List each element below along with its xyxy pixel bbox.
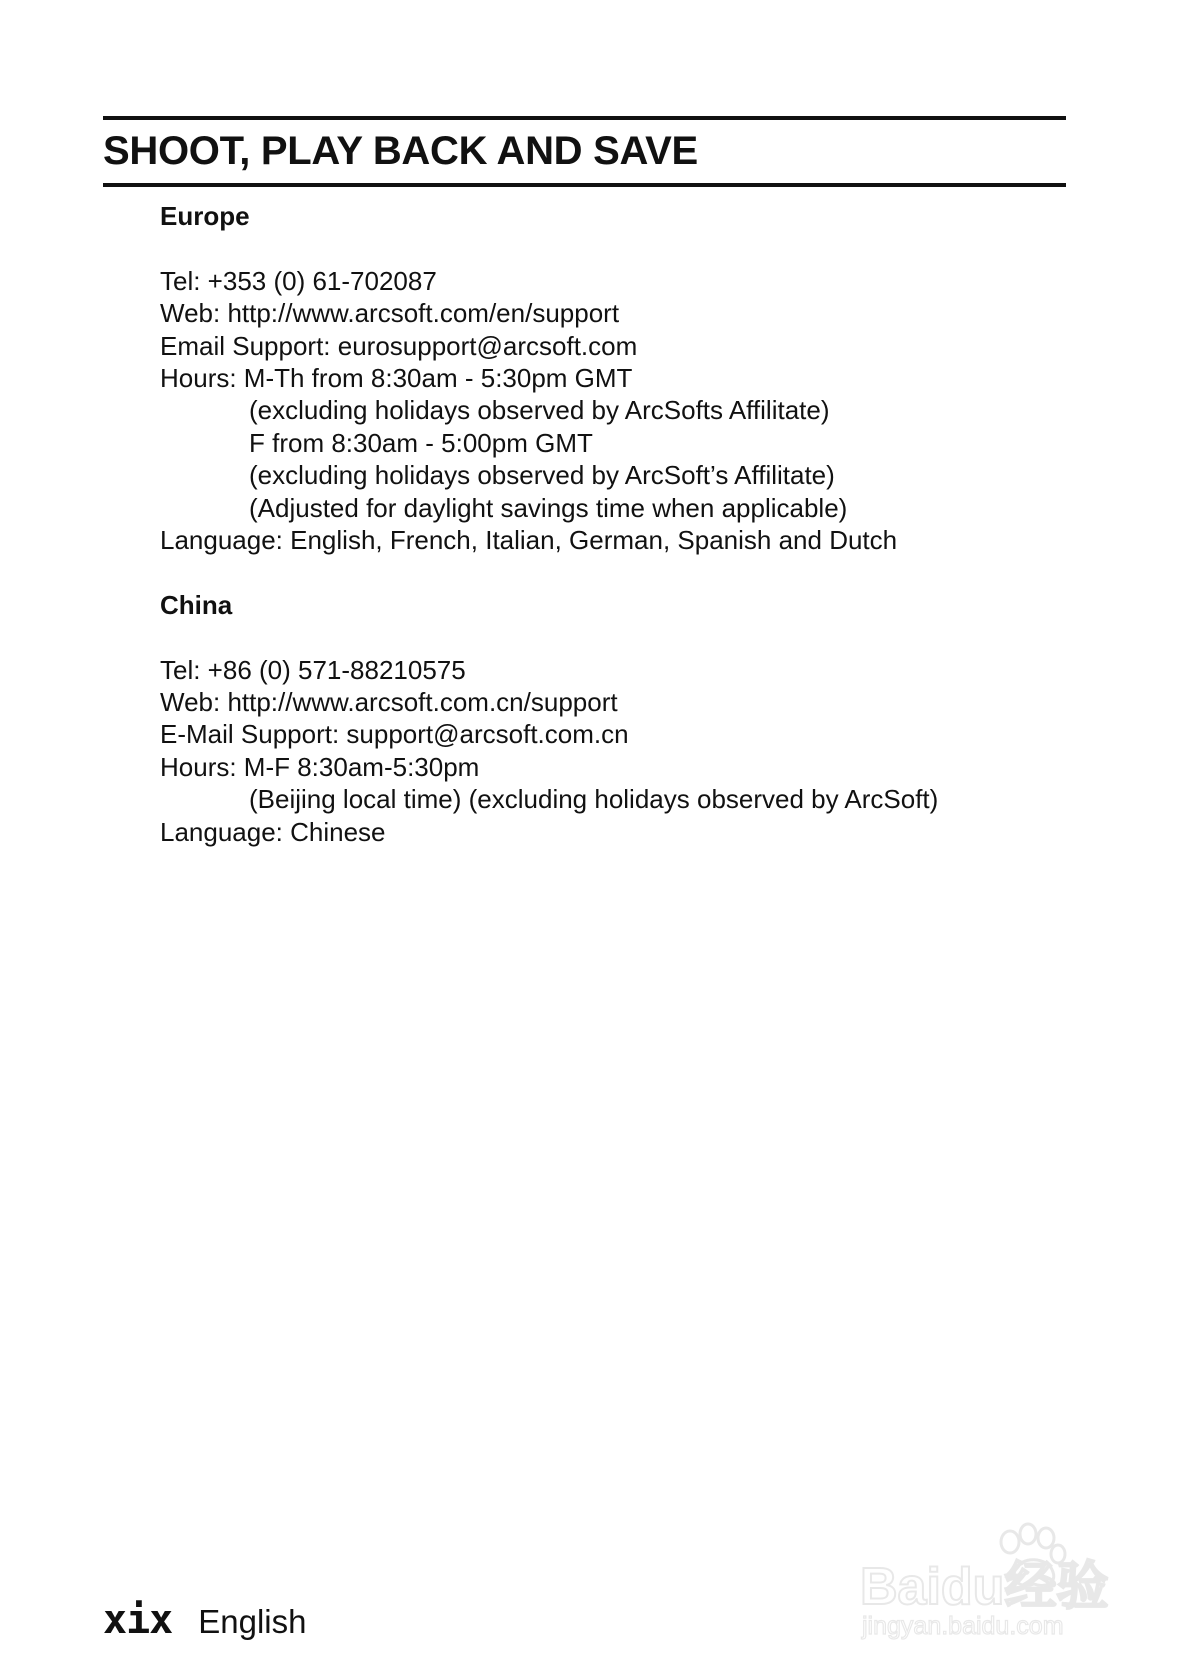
section-spacer xyxy=(160,556,1060,588)
europe-hours-note-2: (excluding holidays observed by ArcSoft’s Affilitate) xyxy=(249,460,835,491)
baidu-watermark-logo xyxy=(850,1520,1140,1640)
page-number: xix xyxy=(103,1597,173,1643)
europe-hours-friday: F from 8:30am - 5:00pm GMT xyxy=(249,427,593,458)
watermark-url: jingyan.baidu.com xyxy=(862,1612,1064,1640)
header-rule-bottom xyxy=(103,183,1066,187)
china-tel: Tel: +86 (0) 571-88210575 xyxy=(160,654,466,685)
spacer xyxy=(160,621,1060,653)
china-hours: Hours: M-F 8:30am-5:30pm xyxy=(160,751,480,782)
china-hours-note: (Beijing local time) (excluding holidays observed by ArcSoft) xyxy=(249,784,939,815)
spacer xyxy=(160,232,1060,264)
europe-language: Language: English, French, Italian, German, Spanish and Dutch xyxy=(160,525,898,556)
europe-hours-note-1: (excluding holidays observed by ArcSofts Affilitate) xyxy=(249,395,830,426)
watermark-brand: Baidu经验 xyxy=(860,1558,1109,1616)
europe-email: Email Support: eurosupport@arcsoft.com xyxy=(160,330,638,361)
europe-web: Web: http://www.arcsoft.com/en/support xyxy=(160,298,620,329)
china-heading: China xyxy=(160,589,233,620)
europe-hours: Hours: M-Th from 8:30am - 5:30pm GMT xyxy=(160,363,633,393)
europe-tel: Tel: +353 (0) 61-702087 xyxy=(160,265,437,296)
china-email: E-Mail Support: support@arcsoft.com.cn xyxy=(160,719,629,750)
footer-language: English xyxy=(198,1603,307,1640)
europe-heading: Europe xyxy=(160,201,250,231)
support-contacts xyxy=(160,200,1060,848)
page-title: SHOOT, PLAY BACK AND SAVE xyxy=(103,129,698,173)
header-rule-top xyxy=(103,116,1066,120)
europe-section xyxy=(160,200,1060,556)
page-footer xyxy=(103,1597,307,1643)
europe-hours-note-3: (Adjusted for daylight savings time when applicable) xyxy=(249,492,848,523)
china-section xyxy=(160,589,1060,848)
china-language: Language: Chinese xyxy=(160,816,386,847)
china-web: Web: http://www.arcsoft.com.cn/support xyxy=(160,687,618,718)
